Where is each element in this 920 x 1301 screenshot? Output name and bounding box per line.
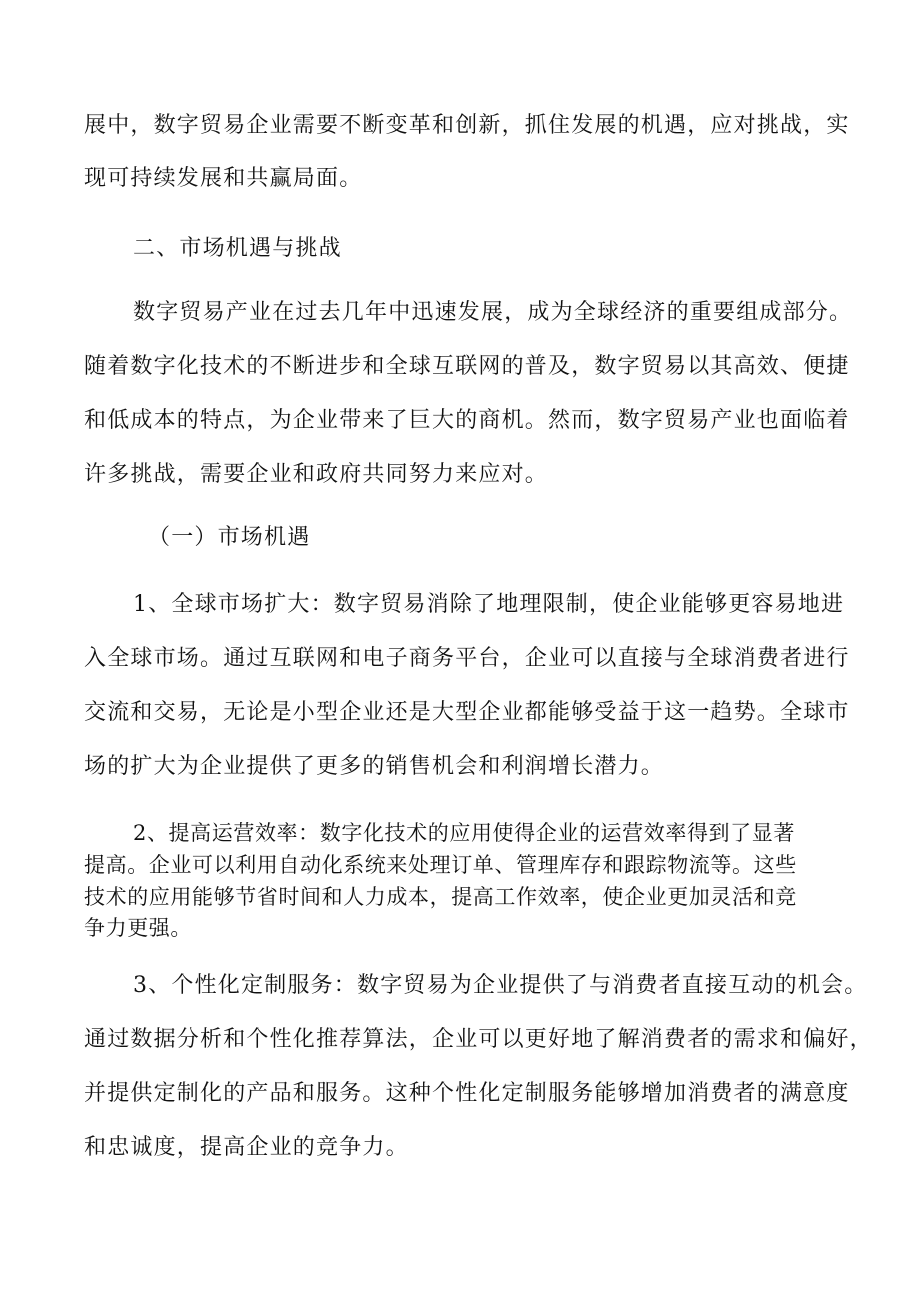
list-item-line: 并提供定制化的产品和服务。这种个性化定制服务能够增加消费者的满意度 [84,1081,850,1106]
list-item-line: 通过数据分析和个性化推荐算法，企业可以更好地了解消费者的需求和偏好， [84,1027,873,1052]
list-item-line: 1、全球市场扩大：数字贸易消除了地理限制，使企业能够更容易地进 [133,592,845,617]
list-item-line: 入全球市场。通过互联网和电子商务平台，企业可以直接与全球消费者进行 [84,646,850,671]
paragraph-line: 和低成本的特点，为企业带来了巨大的商机。然而，数字贸易产业也面临着 [84,408,850,433]
paragraph-line: 展中，数字贸易企业需要不断变革和创新，抓住发展的机遇，应对挑战，实 [84,113,850,138]
section-heading: 二、市场机遇与挑战 [133,236,342,261]
list-item-line: 争力更强。 [84,916,192,940]
paragraph-line: 现可持续发展和共赢局面。 [84,166,363,191]
list-item-line: 提高。企业可以利用自动化系统来处理订单、管理库存和跟踪物流等。这些 [84,853,797,877]
list-item-line: 交流和交易，无论是小型企业还是大型企业都能够受益于这一趋势。全球市 [84,700,850,725]
list-item-line: 场的扩大为企业提供了更多的销售机会和利润增长潜力。 [84,754,665,779]
paragraph-line: 许多挑战，需要企业和政府共同努力来应对。 [84,462,549,487]
list-item-line: 和忠诚度，提高企业的竞争力。 [84,1135,409,1160]
paragraph-line: 数字贸易产业在过去几年中迅速发展，成为全球经济的重要组成部分。 [133,300,853,325]
list-item-line: 3、个性化定制服务：数字贸易为企业提供了与消费者直接互动的机会。 [133,973,868,998]
list-item-line: 2、提高运营效率：数字化技术的应用使得企业的运营效率得到了显著 [133,821,795,845]
list-item-line: 技术的应用能够节省时间和人力成本，提高工作效率，使企业更加灵活和竞 [84,885,797,909]
subsection-heading: （一）市场机遇 [148,525,311,550]
paragraph-line: 随着数字化技术的不断进步和全球互联网的普及，数字贸易以其高效、便捷 [84,354,850,379]
